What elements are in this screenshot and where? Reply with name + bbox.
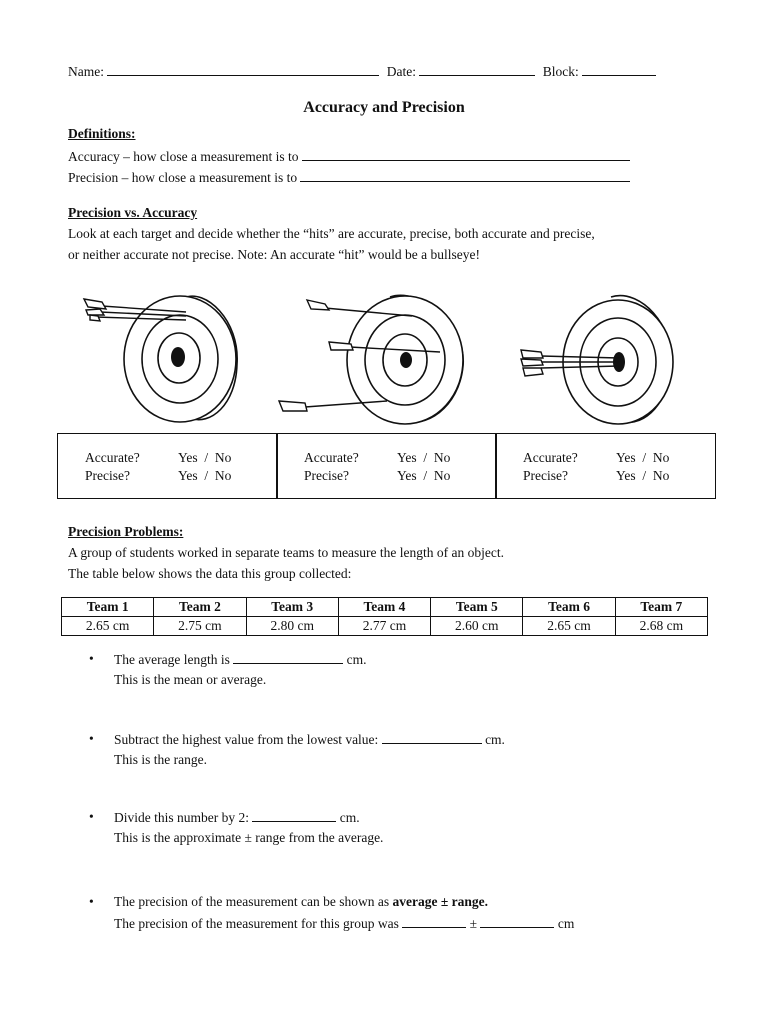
target-2-image [275,290,470,430]
bullet-3-sub: This is the approximate ± range from the average. [114,830,384,845]
bullet-4-unit: cm [557,916,575,931]
accuracy-definition [68,148,630,165]
target-1-bullseye [171,347,185,367]
table-header-row [62,598,708,617]
name-field[interactable] [107,63,379,76]
answer-box-2 [276,433,497,499]
bullet-3 [114,809,360,826]
bullet-2 [114,731,505,748]
answer-3-precise-label: Precise? [523,468,568,483]
bullet-2-unit: cm. [485,732,505,747]
bullet-icon: • [89,894,94,909]
answer-3-precise-options[interactable]: Yes / No [616,468,670,483]
bullet-icon: • [89,731,94,746]
bullet-4-text: The precision of the measurement can be shown as [114,894,390,909]
answer-1-precise-label: Precise? [85,468,130,483]
bullet-4-sub [114,915,574,932]
bullet-4 [114,894,488,910]
bullet-1-text: The average length is [114,652,230,667]
table-cell: 2.80 cm [246,617,338,636]
answer-1-accurate-label: Accurate? [85,450,140,465]
table-header-cell: Team 7 [615,598,707,617]
table-cell: 2.75 cm [154,617,246,636]
precision-range-field[interactable] [480,915,554,928]
table-header-cell: Team 4 [338,598,430,617]
page-title: Accuracy and Precision [303,99,465,116]
accuracy-definition-field[interactable] [302,148,630,161]
answer-2-precise[interactable] [304,468,451,484]
target-1-image [80,290,250,430]
definitions-heading: Definitions: [68,126,136,141]
answer-box-1 [57,433,278,499]
date-label: Date: [386,64,416,79]
table-cell: 2.77 cm [338,617,430,636]
answer-2-accurate-label: Accurate? [304,450,359,465]
problems-line2: The table below shows the data this group collected: [68,566,352,581]
bullet-3-text: Divide this number by 2: [114,810,249,825]
answer-3-precise[interactable] [523,468,670,484]
average-field[interactable] [233,651,343,664]
team-data-table [61,597,708,636]
answer-3-accurate[interactable] [523,450,670,466]
pva-line2: or neither accurate not precise. Note: An accurate “hit” would be a bullseye! [68,247,480,262]
table-header-cell: Team 5 [431,598,523,617]
answer-2-accurate[interactable] [304,450,451,466]
bullet-4-sub-text: The precision of the measurement for this group was [114,916,399,931]
table-cell: 2.68 cm [615,617,707,636]
table-header-cell: Team 2 [154,598,246,617]
name-label: Name: [68,64,104,79]
table-row [62,617,708,636]
bullet-2-text: Subtract the highest value from the lowest value: [114,732,379,747]
answer-1-precise[interactable] [85,468,232,484]
problems-heading: Precision Problems: [68,524,184,539]
bullet-4-bold: average ± range. [392,894,489,909]
table-cell: 2.65 cm [62,617,154,636]
table-header-cell: Team 6 [523,598,615,617]
answer-2-precise-options[interactable]: Yes / No [397,468,451,483]
bullet-1-sub: This is the mean or average. [114,672,267,687]
table-cell: 2.60 cm [431,617,523,636]
answer-1-accurate-options[interactable]: Yes / No [178,450,232,465]
block-label: Block: [542,64,579,79]
range-field[interactable] [382,731,482,744]
answer-1-accurate[interactable] [85,450,232,466]
precision-average-field[interactable] [402,915,466,928]
date-field[interactable] [419,63,535,76]
half-range-field[interactable] [252,809,336,822]
answer-box-3 [495,433,716,499]
answer-2-precise-label: Precise? [304,468,349,483]
pva-heading: Precision vs. Accuracy [68,205,198,220]
plus-minus: ± [469,916,478,931]
precision-definition-field[interactable] [300,169,630,182]
problems-line1: A group of students worked in separate teams to measure the length of an object. [68,545,505,560]
table-cell: 2.65 cm [523,617,615,636]
accuracy-definition-text: Accuracy – how close a measurement is to [68,149,299,164]
name-row [68,63,656,80]
table-header-cell: Team 3 [246,598,338,617]
bullet-1 [114,651,366,668]
answer-1-precise-options[interactable]: Yes / No [178,468,232,483]
pva-line1: Look at each target and decide whether the “hits” are accurate, precise, both accurate and precise, [68,226,595,241]
bullet-icon: • [89,651,94,666]
target-3-image [515,290,680,430]
bullet-3-unit: cm. [339,810,360,825]
block-field[interactable] [582,63,656,76]
bullet-2-sub: This is the range. [114,752,207,767]
target-2-bullseye [400,352,412,368]
bullet-icon: • [89,809,94,824]
answer-3-accurate-label: Accurate? [523,450,578,465]
answer-2-accurate-options[interactable]: Yes / No [397,450,451,465]
table-header-cell: Team 1 [62,598,154,617]
precision-definition-text: Precision – how close a measurement is to [68,170,298,185]
answer-3-accurate-options[interactable]: Yes / No [616,450,670,465]
bullet-1-unit: cm. [346,652,367,667]
precision-definition [68,169,630,186]
